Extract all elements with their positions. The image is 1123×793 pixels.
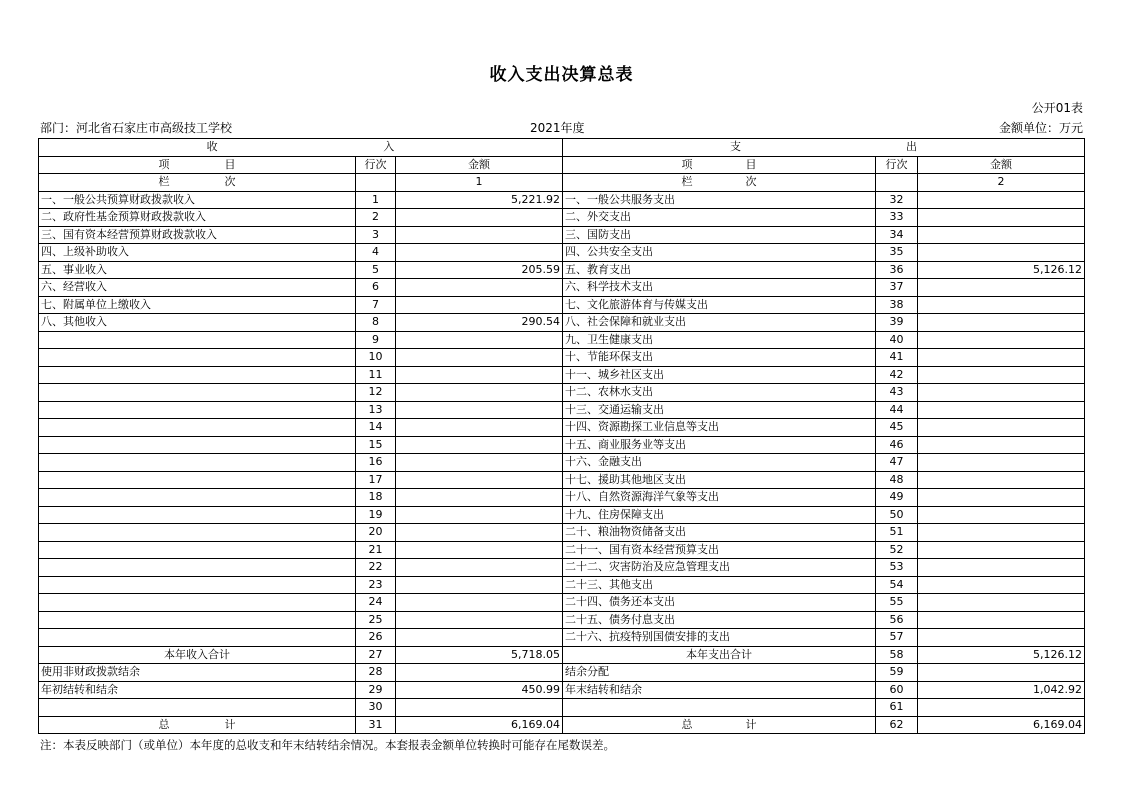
line-no: 28 (356, 664, 396, 682)
income-line-no: 25 (356, 611, 396, 629)
expense-amount: 5,126.12 (918, 261, 1085, 279)
expense-header-right: 出 (906, 140, 917, 154)
expense-line-no: 36 (876, 261, 918, 279)
income-amount (396, 226, 563, 244)
income-amount (396, 489, 563, 507)
income-item-label (39, 629, 356, 647)
income-line-no: 2 (356, 209, 396, 227)
income-amount: 205.59 (396, 261, 563, 279)
expense-line-no: 42 (876, 366, 918, 384)
header-row-2 (39, 156, 1085, 174)
income-item-label (39, 436, 356, 454)
expense-line-no: 37 (876, 279, 918, 297)
income-line-no: 9 (356, 331, 396, 349)
expense-line-no: 47 (876, 454, 918, 472)
line-no: 29 (356, 681, 396, 699)
income-item-label: 一、一般公共预算财政拨款收入 (39, 191, 356, 209)
expense-line-no: 46 (876, 436, 918, 454)
column-header-2: 次 (745, 175, 757, 189)
income-amount (396, 629, 563, 647)
table-row (39, 454, 1085, 472)
expense-amount (918, 384, 1085, 402)
income-amount (396, 576, 563, 594)
begin-carry-amount: 450.99 (396, 681, 563, 699)
column-index-1: 1 (396, 174, 563, 192)
table-row (39, 209, 1085, 227)
expense-item-label: 十四、资源勘探工业信息等支出 (563, 419, 876, 437)
table-row (39, 489, 1085, 507)
year-income-amount: 5,718.05 (396, 646, 563, 664)
income-amount (396, 401, 563, 419)
income-amount (396, 296, 563, 314)
expense-amount (918, 454, 1085, 472)
income-item-label (39, 524, 356, 542)
year-expense-label: 本年支出合计 (563, 646, 876, 664)
table-row (39, 401, 1085, 419)
income-amount (396, 279, 563, 297)
amount-unit: 金额单位：万元 (998, 121, 1083, 135)
expense-amount (918, 244, 1085, 262)
table-row (39, 349, 1085, 367)
expense-line-no: 56 (876, 611, 918, 629)
expense-item-label: 十三、交通运输支出 (563, 401, 876, 419)
end-carry-label: 年末结转和结余 (563, 681, 876, 699)
income-line-no: 4 (356, 244, 396, 262)
table-row (39, 226, 1085, 244)
non-fiscal-label: 使用非财政拨款结余 (39, 664, 356, 682)
begin-carry-label: 年初结转和结余 (39, 681, 356, 699)
income-amount (396, 506, 563, 524)
end-carry-amount: 1,042.92 (918, 681, 1085, 699)
expense-amount (918, 401, 1085, 419)
non-fiscal-amount (396, 664, 563, 682)
expense-line-no: 54 (876, 576, 918, 594)
expense-amount (918, 314, 1085, 332)
expense-item-label: 十二、农林水支出 (563, 384, 876, 402)
expense-item-label: 三、国防支出 (563, 226, 876, 244)
amount-header: 金额 (396, 156, 563, 174)
header-row-1 (39, 139, 1085, 157)
income-header-left: 收 (206, 140, 218, 154)
income-amount (396, 419, 563, 437)
income-item-label (39, 471, 356, 489)
expense-amount (918, 489, 1085, 507)
line-no: 62 (876, 716, 918, 734)
expense-amount (918, 209, 1085, 227)
expense-amount (918, 226, 1085, 244)
expense-item-label: 十一、城乡社区支出 (563, 366, 876, 384)
footnote: 注：本表反映部门（或单位）本年度的总收支和年末结转结余情况。本套报表金额单位转换时可能存在尾数误差。 (40, 738, 615, 752)
grand-expense-amount: 6,169.04 (918, 716, 1085, 734)
income-line-no: 24 (356, 594, 396, 612)
table-row (39, 366, 1085, 384)
table-row (39, 506, 1085, 524)
column-header-1: 栏 (681, 175, 693, 189)
line-no-header: 行次 (876, 156, 918, 174)
expense-amount (918, 524, 1085, 542)
income-amount (396, 366, 563, 384)
income-line-no: 3 (356, 226, 396, 244)
item-header-1: 项 (681, 157, 693, 171)
column-index-2: 2 (918, 174, 1085, 192)
grand-income-amount: 6,169.04 (396, 716, 563, 734)
table-row (39, 594, 1085, 612)
expense-amount (918, 191, 1085, 209)
expense-item-label: 四、公共安全支出 (563, 244, 876, 262)
table-row (39, 576, 1085, 594)
income-item-label: 七、附属单位上缴收入 (39, 296, 356, 314)
income-item-label: 八、其他收入 (39, 314, 356, 332)
income-line-no: 22 (356, 559, 396, 577)
expense-line-no: 51 (876, 524, 918, 542)
expense-line-no: 50 (876, 506, 918, 524)
income-amount: 5,221.92 (396, 191, 563, 209)
expense-amount (918, 296, 1085, 314)
surplus-dist-amount (918, 664, 1085, 682)
expense-item-label: 二十六、抗疫特别国债安排的支出 (563, 629, 876, 647)
expense-line-no: 43 (876, 384, 918, 402)
grand-total-label-2: 计 (224, 717, 236, 731)
line-no: 59 (876, 664, 918, 682)
expense-amount (918, 366, 1085, 384)
expense-amount (918, 471, 1085, 489)
expense-item-label: 二、外交支出 (563, 209, 876, 227)
income-item-label (39, 611, 356, 629)
expense-amount (918, 559, 1085, 577)
income-line-no: 11 (356, 366, 396, 384)
table-row (39, 296, 1085, 314)
income-amount (396, 384, 563, 402)
expense-line-no: 53 (876, 559, 918, 577)
table-row (39, 314, 1085, 332)
line-no: 31 (356, 716, 396, 734)
header-row-3 (39, 174, 1085, 192)
expense-amount (918, 541, 1085, 559)
income-line-no: 18 (356, 489, 396, 507)
income-item-label: 三、国有资本经营预算财政拨款收入 (39, 226, 356, 244)
column-header-1: 栏 (158, 175, 170, 189)
expense-line-no: 34 (876, 226, 918, 244)
income-amount (396, 244, 563, 262)
income-item-label: 六、经营收入 (39, 279, 356, 297)
table-row (39, 331, 1085, 349)
expense-line-no: 52 (876, 541, 918, 559)
line-no: 27 (356, 646, 396, 664)
expense-item-label: 一、一般公共服务支出 (563, 191, 876, 209)
department-label: 部门：河北省石家庄市高级技工学校 (40, 121, 233, 135)
expense-line-no: 49 (876, 489, 918, 507)
table-row (39, 629, 1085, 647)
expense-line-no: 48 (876, 471, 918, 489)
income-item-label (39, 349, 356, 367)
income-expense-table (38, 138, 1085, 734)
table-row (39, 191, 1085, 209)
expense-item-label: 二十五、债务付息支出 (563, 611, 876, 629)
income-item-label: 四、上级补助收入 (39, 244, 356, 262)
expense-item-label: 十五、商业服务业等支出 (563, 436, 876, 454)
income-line-no: 20 (356, 524, 396, 542)
income-item-label (39, 401, 356, 419)
expense-amount (918, 576, 1085, 594)
table-row (39, 384, 1085, 402)
income-header-right: 入 (383, 140, 395, 154)
year-expense-amount: 5,126.12 (918, 646, 1085, 664)
income-line-no: 6 (356, 279, 396, 297)
line-no-header: 行次 (356, 156, 396, 174)
income-line-no: 26 (356, 629, 396, 647)
grand-total-label-1: 总 (681, 717, 693, 731)
income-item-label (39, 454, 356, 472)
income-amount (396, 436, 563, 454)
income-amount (396, 611, 563, 629)
column-header-2: 次 (224, 175, 236, 189)
item-header-2: 目 (745, 157, 757, 171)
income-amount (396, 454, 563, 472)
table-row (39, 611, 1085, 629)
income-item-label (39, 594, 356, 612)
income-item-label: 二、政府性基金预算财政拨款收入 (39, 209, 356, 227)
grand-total-label-2: 计 (745, 717, 757, 731)
expense-line-no: 39 (876, 314, 918, 332)
amount-header: 金额 (918, 156, 1085, 174)
expense-item-label: 十八、自然资源海洋气象等支出 (563, 489, 876, 507)
expense-amount (918, 611, 1085, 629)
income-line-no: 16 (356, 454, 396, 472)
expense-line-no: 35 (876, 244, 918, 262)
expense-line-no: 38 (876, 296, 918, 314)
expense-line-no: 55 (876, 594, 918, 612)
table-row (39, 471, 1085, 489)
expense-item-label: 五、教育支出 (563, 261, 876, 279)
expense-item-label: 八、社会保障和就业支出 (563, 314, 876, 332)
income-item-label (39, 489, 356, 507)
fiscal-year: 2021年度 (530, 121, 585, 135)
line-no: 60 (876, 681, 918, 699)
expense-item-label: 二十三、其他支出 (563, 576, 876, 594)
expense-item-label: 二十二、灾害防治及应急管理支出 (563, 559, 876, 577)
grand-total-label-1: 总 (158, 717, 170, 731)
expense-amount (918, 279, 1085, 297)
line-no: 61 (876, 699, 918, 717)
table-row (39, 244, 1085, 262)
income-amount: 290.54 (396, 314, 563, 332)
expense-header-left: 支 (730, 140, 741, 154)
item-header-1: 项 (158, 157, 170, 171)
income-line-no: 13 (356, 401, 396, 419)
expense-item-label: 十六、金融支出 (563, 454, 876, 472)
table-row (39, 436, 1085, 454)
income-amount (396, 541, 563, 559)
income-line-no: 8 (356, 314, 396, 332)
expense-line-no: 44 (876, 401, 918, 419)
line-no: 58 (876, 646, 918, 664)
income-amount (396, 524, 563, 542)
year-income-label: 本年收入合计 (39, 646, 356, 664)
carryover-row (39, 681, 1085, 699)
income-line-no: 12 (356, 384, 396, 402)
blank-row (39, 699, 1085, 717)
expense-item-label: 十、节能环保支出 (563, 349, 876, 367)
non-fiscal-row (39, 664, 1085, 682)
income-item-label (39, 559, 356, 577)
expense-line-no: 57 (876, 629, 918, 647)
income-item-label (39, 384, 356, 402)
income-amount (396, 471, 563, 489)
income-amount (396, 594, 563, 612)
income-item-label (39, 366, 356, 384)
income-item-label (39, 506, 356, 524)
table-row (39, 419, 1085, 437)
item-header-2: 目 (224, 157, 236, 171)
income-line-no: 19 (356, 506, 396, 524)
table-row (39, 261, 1085, 279)
income-item-label (39, 419, 356, 437)
expense-line-no: 40 (876, 331, 918, 349)
expense-amount (918, 506, 1085, 524)
table-row (39, 559, 1085, 577)
income-line-no: 1 (356, 191, 396, 209)
expense-amount (918, 419, 1085, 437)
expense-item-label: 七、文化旅游体育与传媒支出 (563, 296, 876, 314)
expense-line-no: 41 (876, 349, 918, 367)
grand-total-row (39, 716, 1085, 734)
income-line-no: 21 (356, 541, 396, 559)
table-row (39, 279, 1085, 297)
table-row (39, 524, 1085, 542)
income-line-no: 7 (356, 296, 396, 314)
expense-amount (918, 349, 1085, 367)
expense-line-no: 45 (876, 419, 918, 437)
expense-amount (918, 629, 1085, 647)
expense-amount (918, 331, 1085, 349)
expense-item-label: 二十、粮油物资储备支出 (563, 524, 876, 542)
expense-item-label: 二十一、国有资本经营预算支出 (563, 541, 876, 559)
table-row (39, 541, 1085, 559)
surplus-dist-label: 结余分配 (563, 664, 876, 682)
expense-item-label: 九、卫生健康支出 (563, 331, 876, 349)
form-number: 公开01表 (1031, 101, 1083, 115)
year-total-row (39, 646, 1085, 664)
income-line-no: 23 (356, 576, 396, 594)
income-amount (396, 209, 563, 227)
expense-line-no: 32 (876, 191, 918, 209)
income-line-no: 5 (356, 261, 396, 279)
income-amount (396, 349, 563, 367)
expense-amount (918, 436, 1085, 454)
income-item-label (39, 541, 356, 559)
expense-item-label: 十七、援助其他地区支出 (563, 471, 876, 489)
income-line-no: 10 (356, 349, 396, 367)
expense-line-no: 33 (876, 209, 918, 227)
expense-item-label: 六、科学技术支出 (563, 279, 876, 297)
income-amount (396, 559, 563, 577)
income-amount (396, 331, 563, 349)
income-line-no: 17 (356, 471, 396, 489)
income-line-no: 15 (356, 436, 396, 454)
income-item-label (39, 331, 356, 349)
income-item-label: 五、事业收入 (39, 261, 356, 279)
expense-item-label: 二十四、债务还本支出 (563, 594, 876, 612)
expense-amount (918, 594, 1085, 612)
report-title: 收入支出决算总表 (489, 65, 634, 85)
income-line-no: 14 (356, 419, 396, 437)
line-no: 30 (356, 699, 396, 717)
expense-item-label: 十九、住房保障支出 (563, 506, 876, 524)
income-item-label (39, 576, 356, 594)
